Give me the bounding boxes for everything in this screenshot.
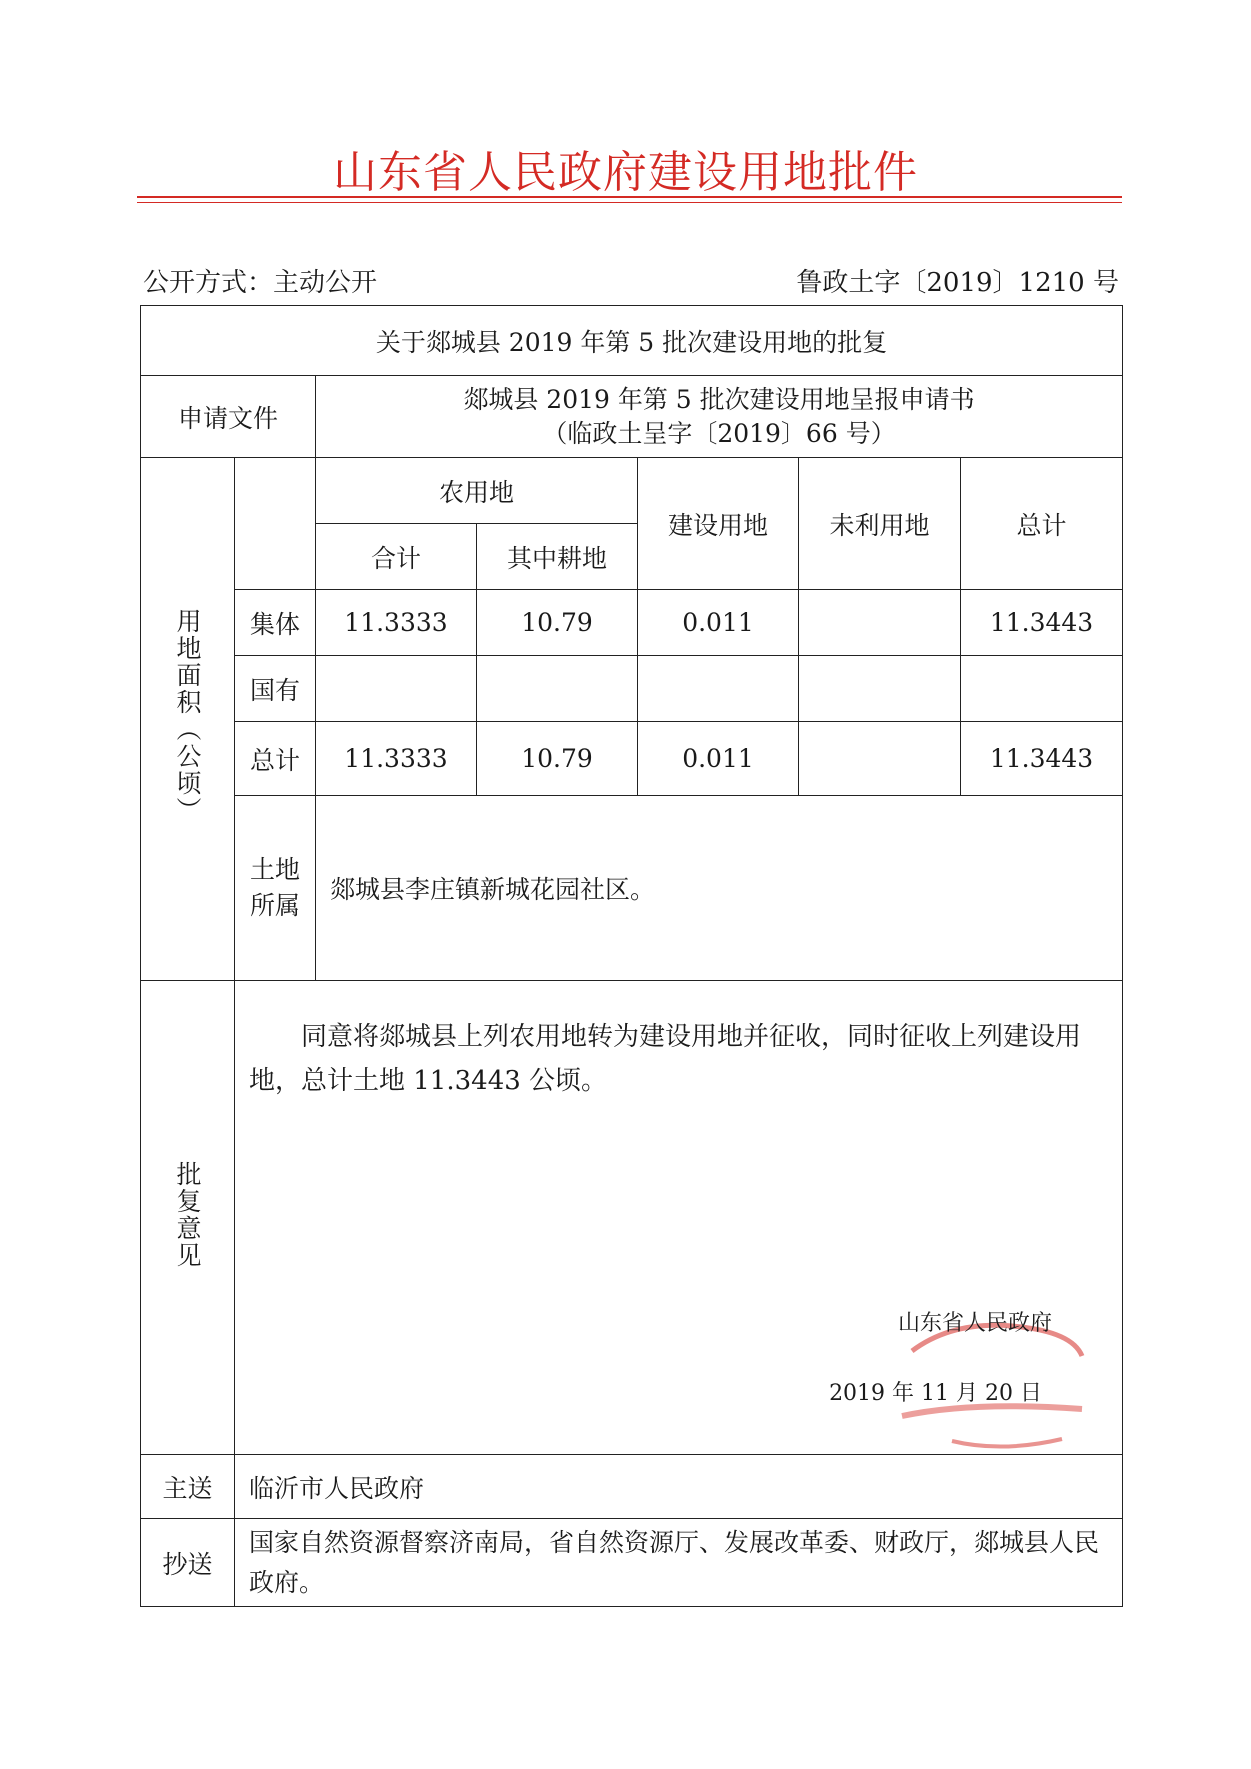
- document-number: 鲁政土字〔2019〕1210 号: [796, 268, 1119, 298]
- cell-subtotal: 11.3333: [316, 590, 477, 656]
- cell-cultivated: 10.79: [477, 590, 638, 656]
- subject-row: [141, 306, 1123, 376]
- header-total: 总计: [961, 458, 1123, 590]
- main-recipient-row: [141, 1455, 1123, 1519]
- disclosure-label: 公开方式：: [143, 268, 274, 298]
- table-row: [141, 722, 1123, 796]
- ownership-label: [235, 796, 316, 981]
- subject-cell: [141, 306, 1123, 376]
- cell-cultivated: 10.79: [477, 722, 638, 796]
- application-row: [141, 376, 1123, 458]
- ownership-label-line-1: 土地: [249, 855, 300, 884]
- cell-unused: [799, 722, 961, 796]
- cell-subtotal: 11.3333: [316, 722, 477, 796]
- cc-label: 抄送: [141, 1519, 235, 1607]
- application-line-2: （临政土呈字〔2019〕66 号）: [542, 418, 896, 448]
- cell-unused: [799, 590, 961, 656]
- disclosure-line: [143, 262, 377, 299]
- main-recipient-value: 临沂市人民政府: [235, 1455, 1123, 1519]
- cell-total: 11.3443: [961, 590, 1123, 656]
- cell-unused: [799, 656, 961, 722]
- table-row: [141, 590, 1123, 656]
- area-label-text: 用地面积（公顷）: [173, 608, 202, 824]
- opinion-text: 同意将郯城县上列农用地转为建设用地并征收，同时征收上列建设用地，总计土地 11.3443 公顷。: [249, 1022, 1082, 1096]
- ownership-row: [141, 796, 1123, 981]
- cell-total: 11.3443: [961, 722, 1123, 796]
- opinion-cell: [235, 981, 1123, 1455]
- application-value: [316, 376, 1123, 458]
- signature-organization: 山东省人民政府: [898, 1311, 1053, 1336]
- signature-date: 2019 年 11 月 20 日: [829, 1381, 1043, 1406]
- header-agricultural: 农用地: [316, 458, 638, 524]
- header-construction: 建设用地: [638, 458, 799, 590]
- header-subtotal: 合计: [316, 524, 477, 590]
- header-cultivated: 其中耕地: [477, 524, 638, 590]
- row-name: 国有: [235, 656, 316, 722]
- cell-total: [961, 656, 1123, 722]
- application-label: 申请文件: [141, 376, 316, 458]
- opinion-label-text: 批复意见: [173, 1160, 202, 1269]
- subject-text: 关于郯城县 2019 年第 5 批次建设用地的批复: [375, 327, 888, 357]
- cell-cultivated: [477, 656, 638, 722]
- table-row: [141, 656, 1123, 722]
- area-header-row-1: [141, 458, 1123, 524]
- opinion-row: [141, 981, 1123, 1455]
- ownership-value: 郯城县李庄镇新城花园社区。: [316, 796, 1123, 981]
- opinion-label: [141, 981, 235, 1455]
- disclosure-value: 主动公开: [273, 268, 378, 298]
- area-header-blank: [235, 458, 316, 590]
- cc-row: [141, 1519, 1123, 1607]
- main-recipient-label: 主送: [141, 1455, 235, 1519]
- title-rule-thin: [137, 202, 1122, 203]
- row-name: 集体: [235, 590, 316, 656]
- cell-subtotal: [316, 656, 477, 722]
- header-unused: 未利用地: [799, 458, 961, 590]
- area-section-label: [141, 458, 235, 981]
- application-line-1: 郯城县 2019 年第 5 批次建设用地呈报申请书: [463, 384, 975, 414]
- title-rule-thick: [137, 196, 1122, 198]
- cell-construction: 0.011: [638, 590, 799, 656]
- approval-table: [140, 305, 1123, 1607]
- cc-value: 国家自然资源督察济南局，省自然资源厅、发展改革委、财政厅，郯城县人民政府。: [235, 1519, 1123, 1607]
- cell-construction: 0.011: [638, 722, 799, 796]
- ownership-label-line-2: 所属: [249, 891, 300, 920]
- document-title: 山东省人民政府建设用地批件: [333, 147, 918, 198]
- cell-construction: [638, 656, 799, 722]
- row-name: 总计: [235, 722, 316, 796]
